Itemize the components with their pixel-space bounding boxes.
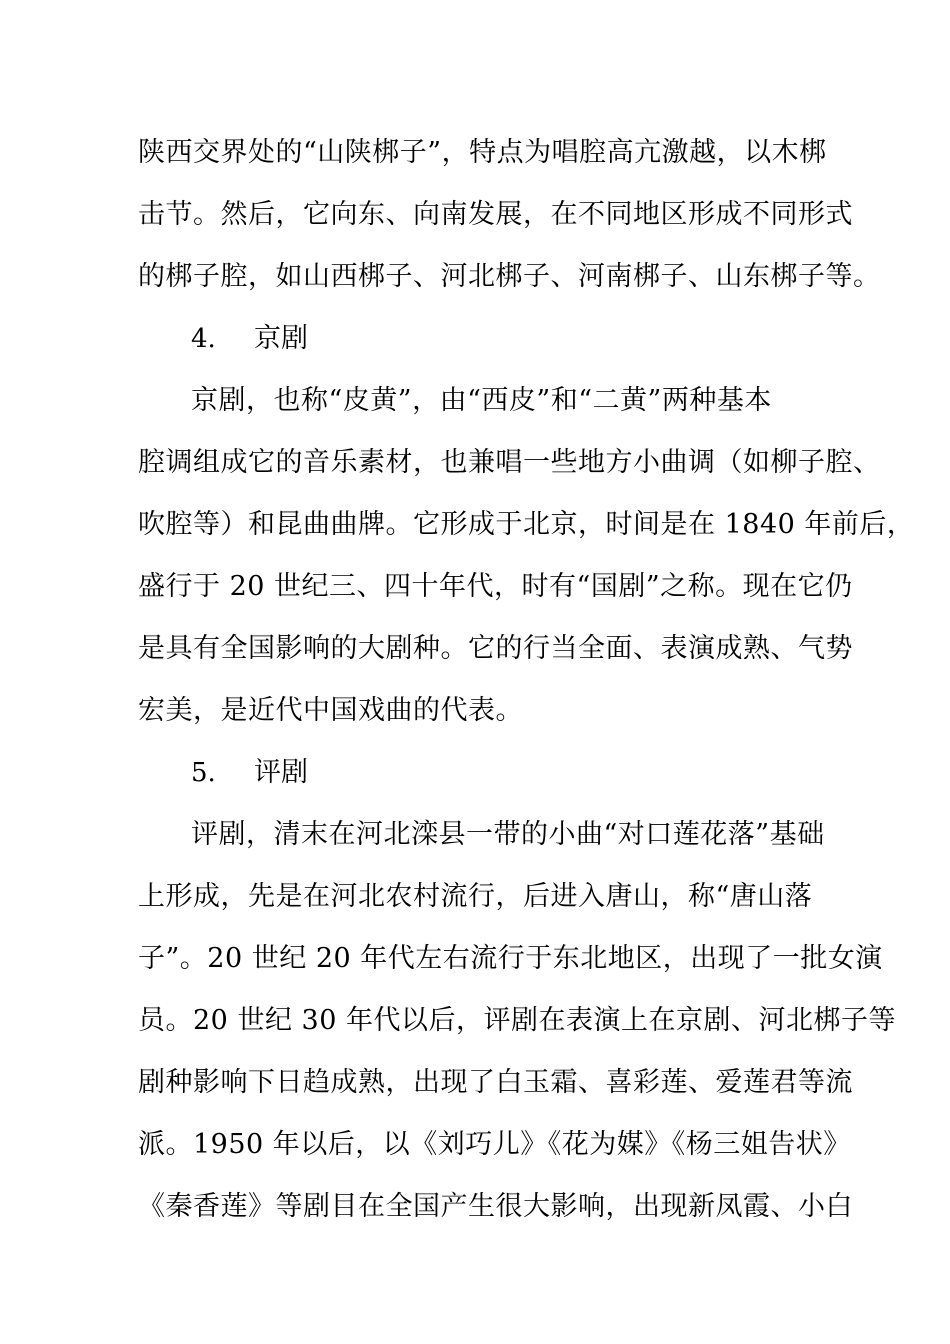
intro-line-2: 击节。然后，它向东、向南发展，在不同地区形成不同形式 <box>138 199 853 230</box>
section-5-line-6: 派。1950 年以后，以《刘巧儿》《花为媒》《杨三姐告状》 <box>138 1129 851 1160</box>
section-4-line-1: 京剧，也称“皮黄”，由“西皮”和“二黄”两种基本 <box>191 385 772 416</box>
section-5-line-2: 上形成，先是在河北农村流行，后进入唐山，称“唐山落 <box>138 881 813 912</box>
section-5-line-5: 剧种影响下日趋成熟，出现了白玉霜、喜彩莲、爱莲君等流 <box>138 1067 853 1098</box>
section-5-line-4: 员。20 世纪 30 年代以后，评剧在表演上在京剧、河北梆子等 <box>138 1005 896 1036</box>
intro-line-3: 的梆子腔，如山西梆子、河北梆子、河南梆子、山东梆子等。 <box>138 261 881 292</box>
section-4-line-3: 吹腔等）和昆曲曲牌。它形成于北京，时间是在 1840 年前后， <box>138 509 915 540</box>
section-5-line-3: 子”。20 世纪 20 年代左右流行于东北地区，出现了一批女演 <box>138 943 883 974</box>
intro-line-1: 陕西交界处的“山陕梆子”，特点为唱腔高亢激越，以木梆 <box>138 137 827 168</box>
section-5-line-1: 评剧，清末在河北滦县一带的小曲“对口莲花落”基础 <box>191 819 825 850</box>
section-5-number: 5. <box>191 758 216 788</box>
section-4-number: 4. <box>191 324 216 354</box>
section-4-line-4: 盛行于 20 世纪三、四十年代，时有“国剧”之称。现在它仍 <box>138 571 853 602</box>
section-4-line-6: 宏美，是近代中国戏曲的代表。 <box>138 695 523 726</box>
section-4-line-2: 腔调组成它的音乐素材，也兼唱一些地方小曲调（如柳子腔、 <box>138 447 881 478</box>
section-4-line-5: 是具有全国影响的大剧种。它的行当全面、表演成熟、气势 <box>138 633 853 664</box>
section-5-title: 评剧 <box>254 757 308 788</box>
section-5-line-7: 《秦香莲》等剧目在全国产生很大影响，出现新凤霞、小白 <box>138 1191 853 1222</box>
section-4-title: 京剧 <box>254 323 308 354</box>
